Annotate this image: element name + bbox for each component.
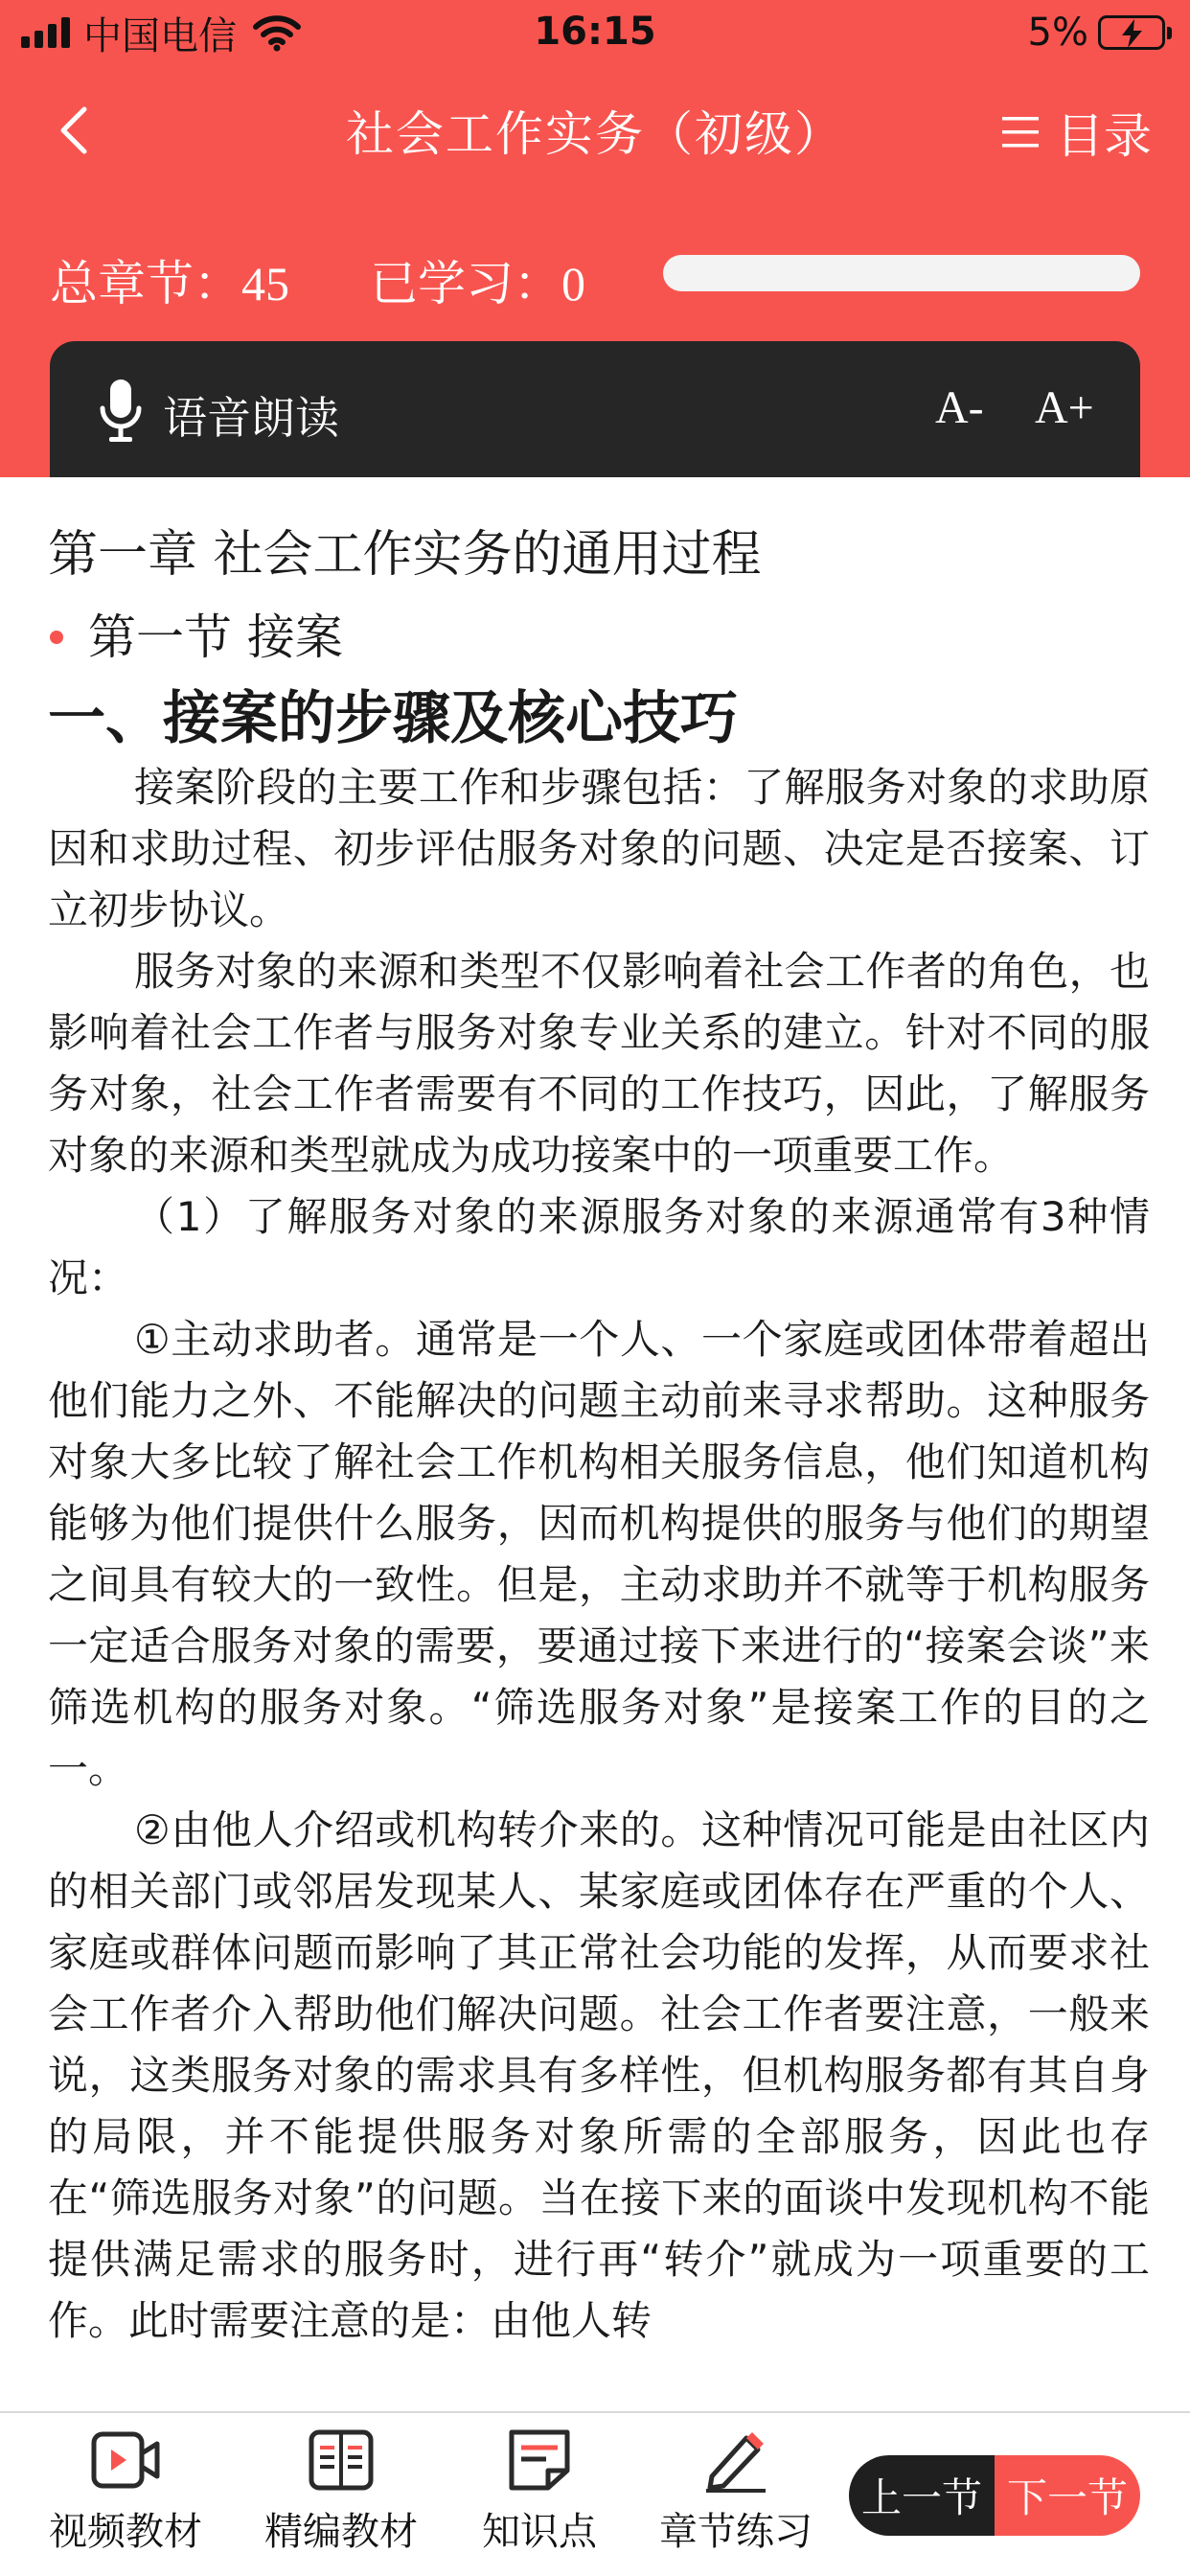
header <box>0 65 1190 477</box>
carrier-name: 中国电信 <box>83 13 237 58</box>
reading-toolbar <box>50 341 1140 477</box>
previous-section-button[interactable]: 上一节 <box>849 2455 995 2536</box>
microphone-icon[interactable] <box>96 378 146 445</box>
status-time: 16:15 <box>534 10 656 54</box>
status-bar <box>0 0 1190 65</box>
progress-row <box>50 238 1142 310</box>
page-title: 社会工作实务（初级） <box>346 106 844 162</box>
tab-label: 视频教材 <box>49 2510 202 2554</box>
font-increase-button[interactable]: A+ <box>1035 382 1094 433</box>
section-pager <box>849 2455 1140 2536</box>
toc-label: 目录 <box>1056 108 1152 164</box>
tab-refined-material[interactable] <box>260 2426 423 2556</box>
paragraph: （1）了解服务对象的来源服务对象的来源通常有3种情况： <box>48 1193 1150 1301</box>
tab-video-material[interactable] <box>44 2426 207 2556</box>
paragraph: ②由他人介绍或机构转介来的。这种情况可能是由社区内的相关部门或邻居发现某人、某家庭或团体存在严重的个人、家庭或群体问题而影响了其正常社会功能的发挥，从而要求社会工作者介入帮助他们解决问题。社会工作者要注意，一般来说，这类服务对象的需求具有多样性，但机构服务都有其自身的局限，并不能提供服务对象所需的全部服务，因此也存在“筛选服务对象”的问题。当在接下来的面谈中发现机构不能提供满足需求的服务时，进行再“转介”就成为一项重要的工作。此时需要注意的是：由他人转 <box>48 1806 1150 2344</box>
battery-percent: 5% <box>1027 11 1088 55</box>
total-chapters: 总章节：45 <box>50 257 289 310</box>
tab-chapter-exercises[interactable] <box>654 2426 817 2556</box>
article-content[interactable] <box>48 498 1150 2391</box>
font-decrease-button[interactable]: A- <box>935 382 984 433</box>
bottom-toolbar <box>0 2411 1190 2576</box>
learned-count: 已学习：0 <box>370 257 585 310</box>
status-right <box>1028 10 1165 56</box>
video-icon <box>90 2426 161 2494</box>
article-heading: 一、接案的步骤及核心技巧 <box>48 685 738 752</box>
pencil-icon <box>700 2426 771 2494</box>
tab-label: 精编教材 <box>264 2510 418 2554</box>
tab-label: 知识点 <box>482 2510 597 2554</box>
battery-charging-icon <box>1098 15 1165 50</box>
paragraph: ①主动求助者。通常是一个人、一个家庭或团体带着超出他们能力之外、不能解决的问题主动前来寻求帮助。这种服务对象大多比较了解社会工作机构相关服务信息，他们知道机构能够为他们提供什么服务，因而机构提供的服务与他们的期望之间具有较大的一致性。但是，主动求助并不就等于机构服务一定适合服务对象的需要，要通过接下来进行的“接案会谈”来筛选机构的服务对象。“筛选服务对象”是接案工作的目的之一。 <box>48 1316 1150 1792</box>
book-icon <box>306 2426 377 2494</box>
tab-knowledge-points[interactable] <box>458 2426 621 2556</box>
note-icon <box>504 2426 575 2494</box>
toc-button[interactable] <box>1000 98 1152 167</box>
section-label: 第一节 接案 <box>88 610 343 665</box>
next-section-button[interactable]: 下一节 <box>995 2455 1140 2536</box>
nav-row <box>0 92 1190 171</box>
chapter-title: 第一章 社会工作实务的通用过程 <box>48 526 762 584</box>
progress-bar <box>663 255 1140 291</box>
voice-read-button[interactable]: 语音朗读 <box>163 392 339 444</box>
bullet-dot-icon <box>50 631 63 644</box>
section-title <box>48 606 1150 669</box>
list-icon <box>1000 113 1041 151</box>
tab-label: 章节练习 <box>659 2510 812 2554</box>
paragraph: 接案阶段的主要工作和步骤包括：了解服务对象的求助原因和求助过程、初步评估服务对象的问题、决定是否接案、订立初步协议。 <box>48 764 1150 933</box>
paragraph: 服务对象的来源和类型不仅影响着社会工作者的角色，也影响着社会工作者与服务对象专业关系的建立。针对不同的服务对象，社会工作者需要有不同的工作技巧，因此，了解服务对象的来源和类型就成为成功接案中的一项重要工作。 <box>48 948 1150 1179</box>
